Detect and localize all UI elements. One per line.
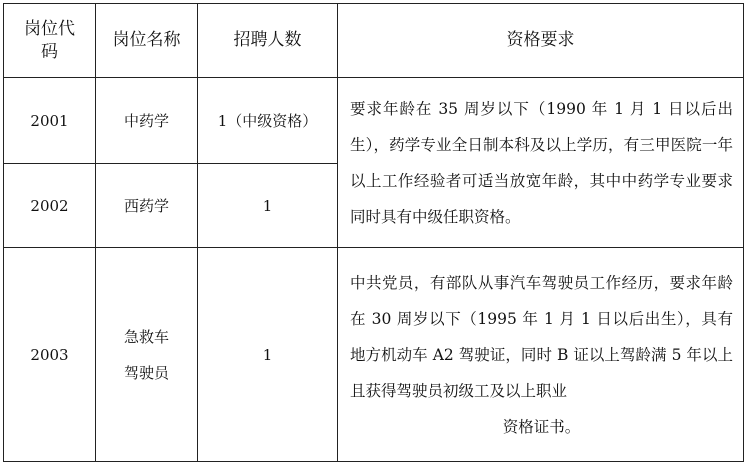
headcount: 1 xyxy=(198,248,338,462)
table-row xyxy=(4,78,744,164)
table-header-row xyxy=(4,4,744,78)
job-positions-table xyxy=(3,3,744,462)
position-code: 2001 xyxy=(4,78,96,164)
table-row xyxy=(4,248,744,462)
header-position-name: 岗位名称 xyxy=(96,4,198,78)
header-headcount: 招聘人数 xyxy=(198,4,338,78)
qualifications-text xyxy=(338,248,744,462)
qualifications-text-2003-tail: 资格证书。 xyxy=(502,417,581,436)
position-name: 中药学 xyxy=(96,78,198,164)
header-qualifications: 资格要求 xyxy=(338,4,744,78)
qualifications-text xyxy=(338,78,744,248)
qualifications-text-2001-2002: 要求年龄在 35 周岁以下（1990 年 1 月 1 日以后出生），药学专业全日制本科及以上学历，有三甲医院一年以上工作经验者可适当放宽年龄，其中中药学专业要求同时具有中级任职资格。 xyxy=(350,99,733,226)
position-name xyxy=(96,248,198,462)
position-name: 西药学 xyxy=(96,164,198,248)
header-position-code: 岗位代码 xyxy=(4,4,96,78)
position-code: 2003 xyxy=(4,248,96,462)
position-code: 2002 xyxy=(4,164,96,248)
headcount: 1 xyxy=(198,164,338,248)
position-name-text: 急救车驾驶员 xyxy=(123,327,169,382)
headcount: 1（中级资格） xyxy=(198,78,338,164)
qualifications-text-2003: 中共党员，有部队从事汽车驾驶员工作经历，要求年龄在 30 周岁以下（1995 年 1 月 1 日以后出生），具有地方机动车 A2 驾驶证，同时 B 证以上驾龄满 5 年以上且获得驾驶员初级工及以上职业 xyxy=(350,273,733,400)
